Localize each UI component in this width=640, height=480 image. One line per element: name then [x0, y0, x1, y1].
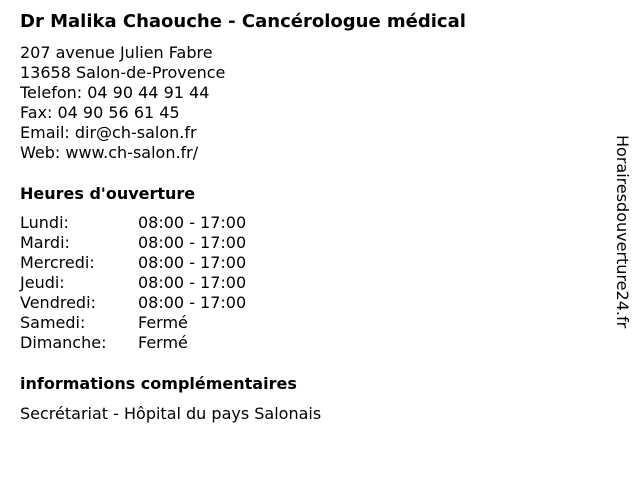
day-label: Samedi: — [20, 313, 86, 332]
day-hours: 08:00 - 17:00 — [138, 253, 247, 272]
day-hours: 08:00 - 17:00 — [138, 213, 247, 232]
website-address: Web: www.ch-salon.fr/ — [20, 143, 199, 162]
address-city: 13658 Salon-de-Provence — [20, 63, 226, 82]
day-label: Mercredi: — [20, 253, 95, 272]
phone-number: Telefon: 04 90 44 91 44 — [20, 83, 210, 102]
day-label: Lundi: — [20, 213, 69, 232]
day-hours: 08:00 - 17:00 — [138, 293, 247, 312]
page-title: Dr Malika Chaouche - Cancérologue médical — [20, 11, 466, 32]
day-label: Vendredi: — [20, 293, 96, 312]
day-hours: Fermé — [138, 313, 188, 332]
site-brand-vertical: Horairesdouverture24.fr — [613, 135, 632, 329]
additional-info-heading: informations complémentaires — [20, 374, 297, 393]
day-hours: Fermé — [138, 333, 188, 352]
day-label: Mardi: — [20, 233, 70, 252]
email-address: Email: dir@ch-salon.fr — [20, 123, 197, 142]
hours-row-friday — [20, 293, 280, 313]
address-street: 207 avenue Julien Fabre — [20, 43, 213, 62]
hours-row-tuesday — [20, 233, 280, 253]
hours-row-sunday — [20, 333, 280, 353]
opening-hours-heading: Heures d'ouverture — [20, 184, 196, 203]
hours-row-saturday — [20, 313, 280, 333]
day-hours: 08:00 - 17:00 — [138, 233, 247, 252]
hours-row-wednesday — [20, 253, 280, 273]
opening-hours-table — [20, 213, 280, 353]
hours-row-monday — [20, 213, 280, 233]
contact-block — [20, 43, 225, 163]
day-label: Jeudi: — [20, 273, 65, 292]
additional-info-text: Secrétariat - Hôpital du pays Salonais — [20, 404, 322, 423]
hours-row-thursday — [20, 273, 280, 293]
fax-number: Fax: 04 90 56 61 45 — [20, 103, 180, 122]
day-label: Dimanche: — [20, 333, 107, 352]
day-hours: 08:00 - 17:00 — [138, 273, 247, 292]
